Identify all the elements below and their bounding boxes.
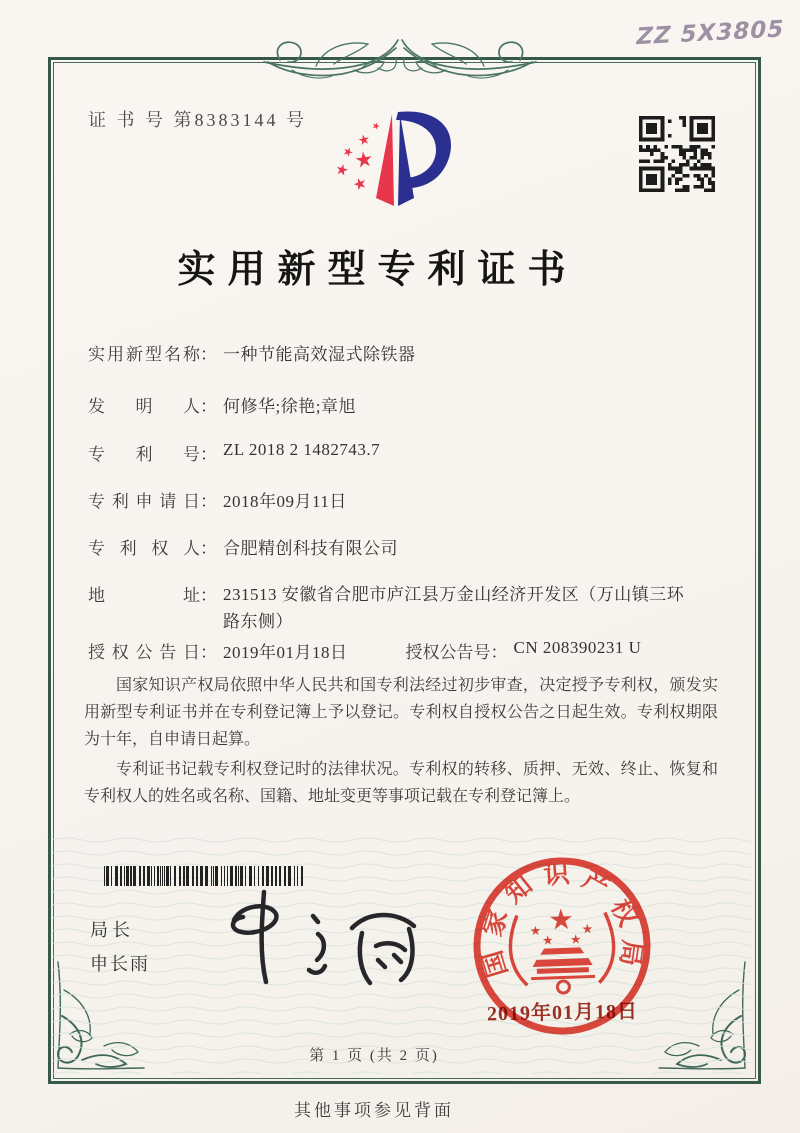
field-row-utility-model-name [88,340,416,365]
director-name: 申长雨 [90,954,150,974]
field-label: 授权公告号 [405,643,491,662]
field-label: 专利权人 [88,539,200,558]
director-title: 局长 [90,920,134,940]
field-row-patent-number [88,440,380,465]
field-label: 授权公告日 [88,643,200,662]
field-row-address [88,581,701,635]
handwritten-code: ZZ 5X3805 [633,16,787,51]
legal-text-block [84,672,718,813]
field-colon: ： [200,492,217,511]
field-colon: ： [200,586,217,605]
field-label: 专利号 [88,445,200,464]
field-value: 合肥精创科技有限公司 [223,539,398,558]
field-value: 一种节能高效湿式除铁器 [223,345,416,364]
field-colon: ： [200,643,217,662]
director-signature [212,880,437,995]
legal-paragraph-1: 国家知识产权局依照中华人民共和国专利法经过初步审查，决定授予专利权，颁发实用新型专利证书并在专利登记簿上予以登记。专利权自授权公告之日起生效。专利权期限为十年，自申请日起算。 [84,677,718,748]
legal-paragraph-2: 专利证书记载专利权登记时的法律状况。专利权的转移、质押、无效、终止、恢复和专利权人的姓名或名称、国籍、地址变更等事项记载在专利登记簿上。 [84,761,718,805]
field-value: CN 208390231 U [513,638,642,657]
top-flourish-ornament [258,26,542,92]
field-label: 专利申请日 [88,492,200,511]
certificate-title: 实用新型专利证书 [177,249,578,291]
field-row-inventors [88,392,356,417]
field-label: 发明人 [88,397,200,416]
field-value: 231513 安徽省合肥市庐江县万金山经济开发区（万山镇三环路东侧） [223,585,685,632]
seal-ring-text: 国家知识产权局 [477,859,647,981]
qr-code [639,116,715,192]
field-colon: ： [200,345,217,364]
field-value: 2018年09月11日 [223,492,347,511]
field-label: 实用新型名称 [88,345,200,364]
field-value: ZL 2018 2 1482743.7 [223,440,381,459]
field-colon: ： [200,539,217,558]
field-colon: ： [490,643,508,662]
field-colon: ： [200,397,217,416]
cnipa-logo-icon [330,108,466,226]
field-value: 2019年01月18日 [223,643,348,662]
back-side-note: 其他事项参见背面 [294,1101,454,1120]
field-row-filing-date [88,487,347,512]
field-value: 何修华;徐艳;章旭 [223,397,356,416]
field-row-patentee [88,534,398,559]
field-label: 地址 [88,586,200,605]
certificate-number: 证 书 号 第8383144 号 [88,110,307,130]
seal-date: 2019年01月18日 [486,1000,639,1026]
field-row-grant [88,638,641,663]
page-number: 第 1 页 (共 2 页) [309,1048,439,1064]
field-colon: ： [200,445,217,464]
